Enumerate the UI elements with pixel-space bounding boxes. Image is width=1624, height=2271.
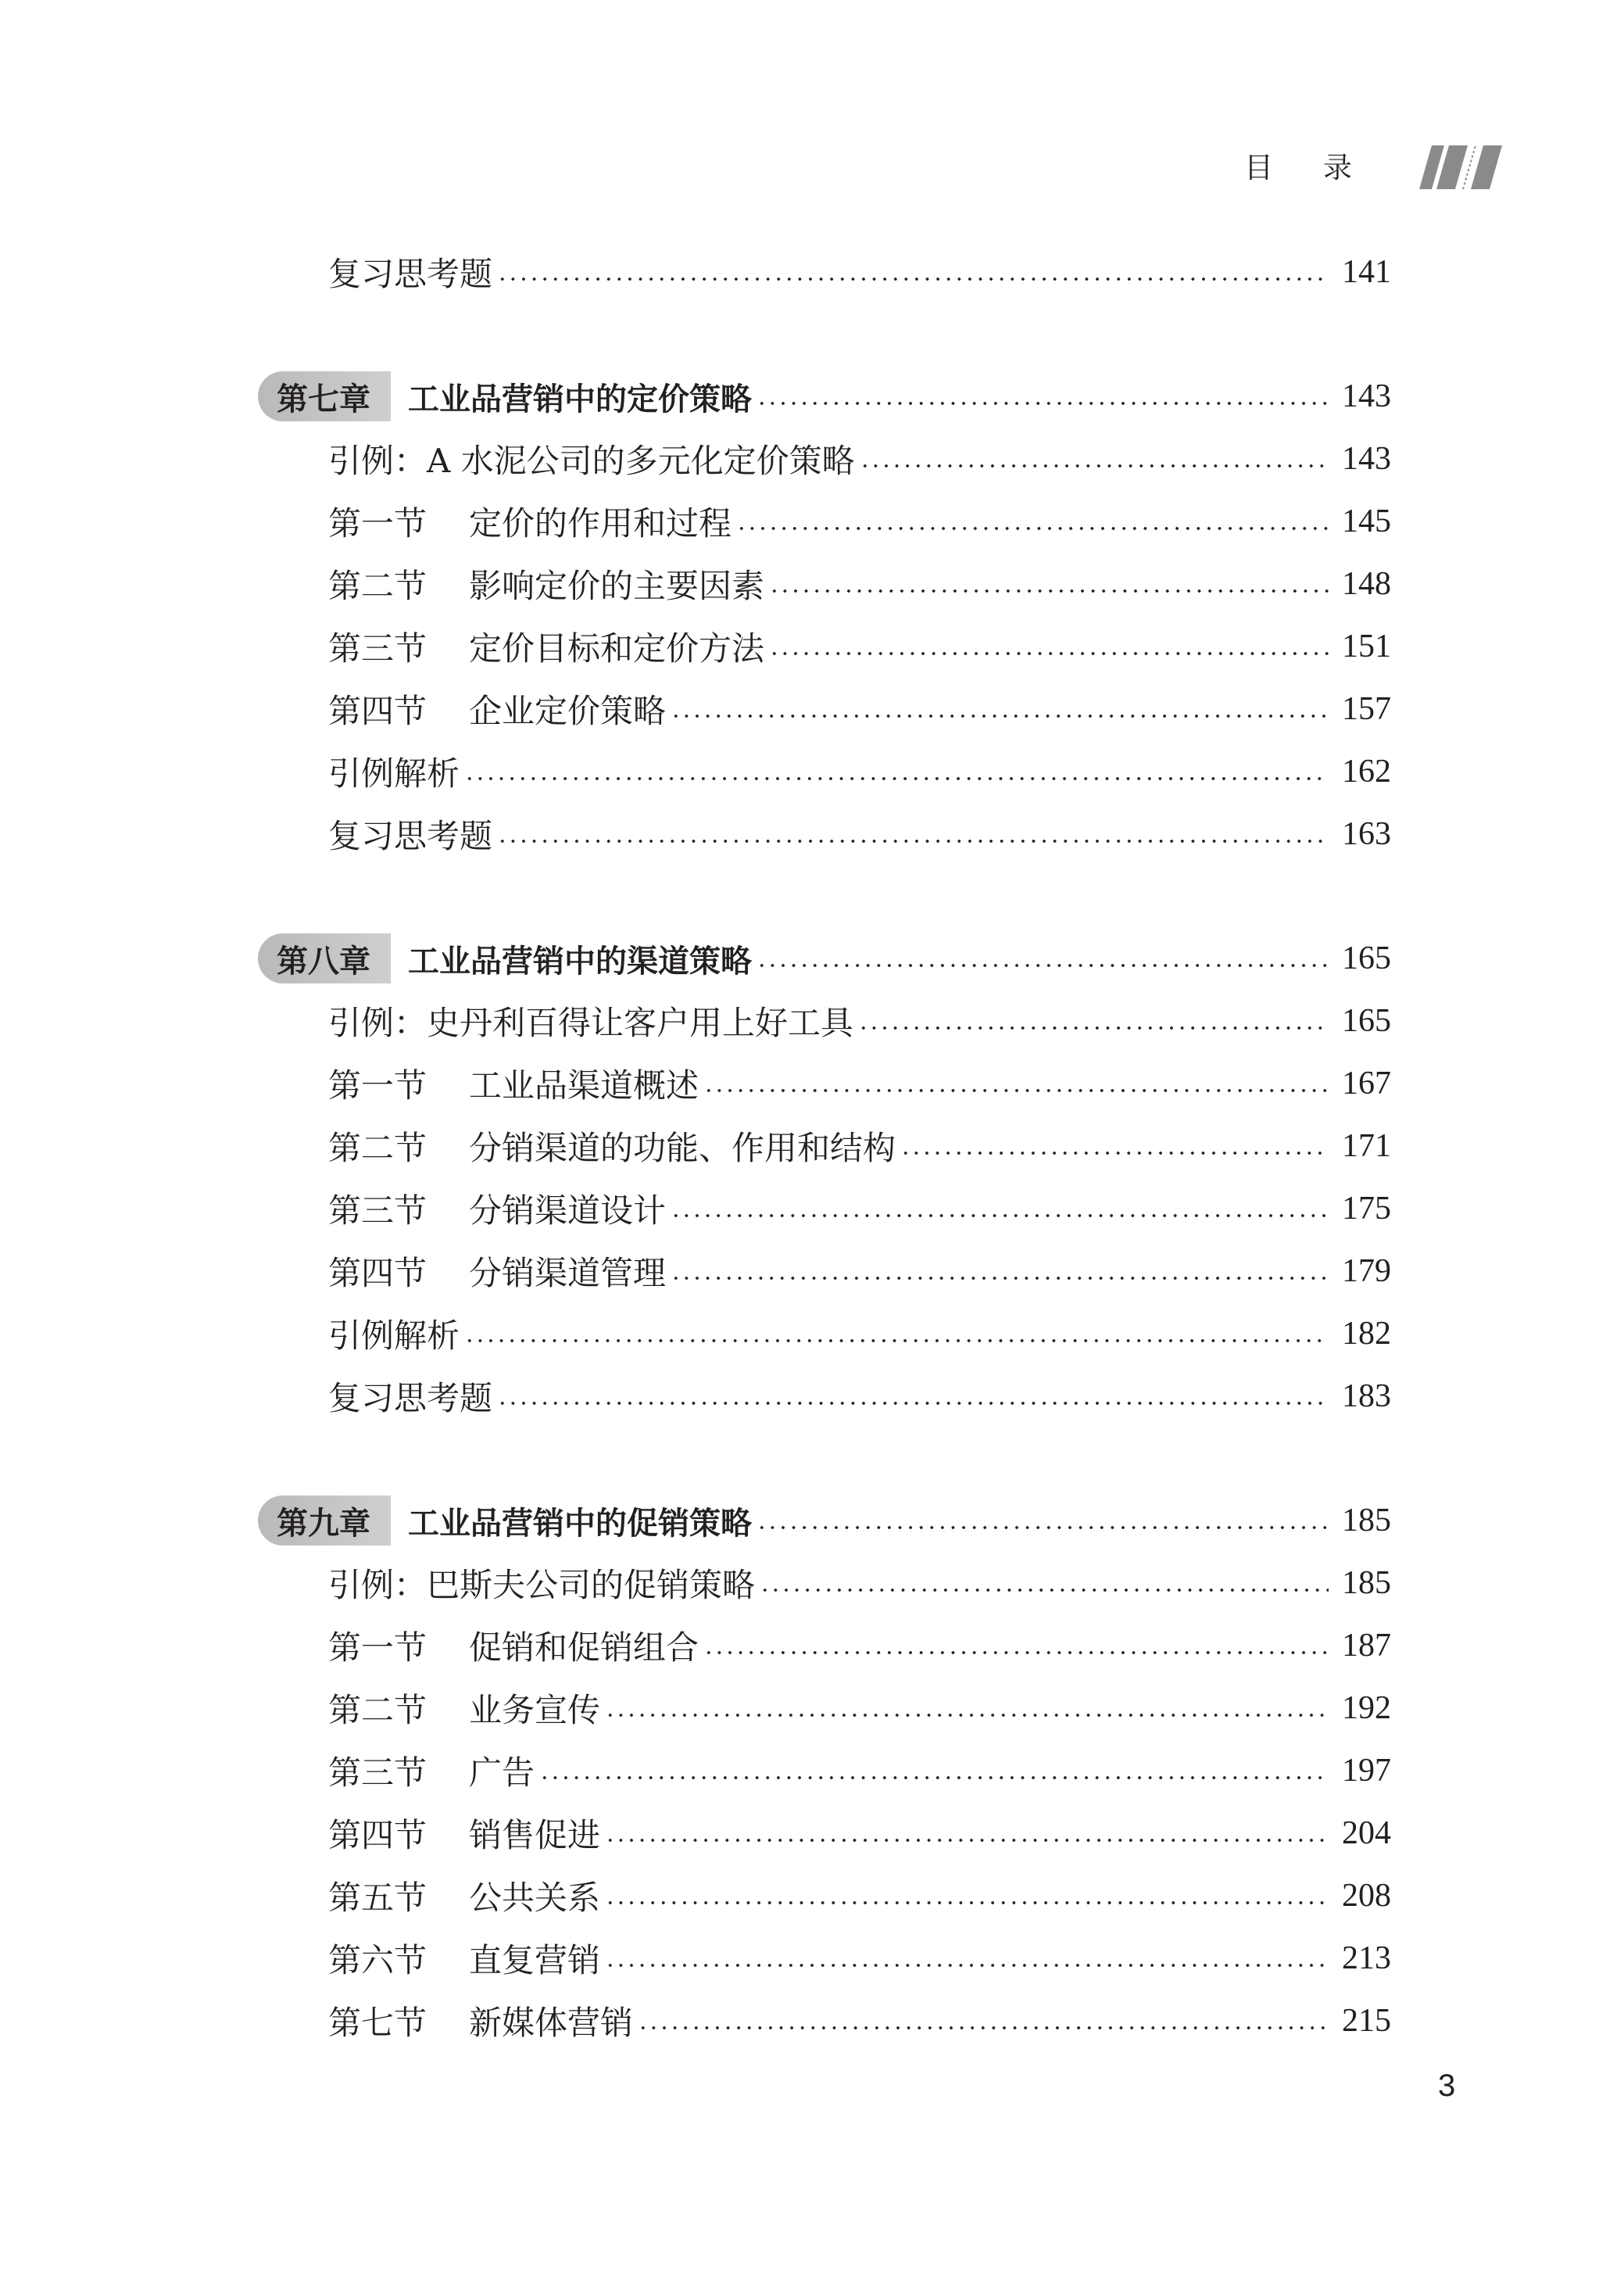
- section-number: 第四节: [328, 1816, 427, 1854]
- chapter-title: 工业品营销中的渠道策略: [408, 943, 752, 980]
- chapter-badge: 第九章: [258, 1495, 391, 1546]
- entry-label: 广告: [469, 1753, 535, 1792]
- entry-label: 引例：A 水泥公司的多元化定价策略: [328, 442, 855, 480]
- entry-label: 企业定价策略: [469, 692, 667, 730]
- toc-entry: [328, 1997, 1391, 2044]
- dot-leader: [605, 1935, 1329, 1982]
- dot-leader: [757, 1497, 1329, 1544]
- toc-entry: [328, 1810, 1391, 1857]
- toc-entry: [328, 623, 1391, 670]
- section-number: 第三节: [328, 1753, 427, 1792]
- toc-chapter-entry: [258, 935, 1391, 982]
- toc-entry: [328, 1123, 1391, 1170]
- entry-label: 引例解析: [328, 754, 460, 793]
- entry-page-number: 165: [1342, 940, 1391, 976]
- entry-page-number: 145: [1342, 503, 1391, 539]
- dot-leader: [769, 561, 1329, 607]
- dot-leader: [497, 811, 1329, 858]
- entry-page-number: 143: [1342, 441, 1391, 477]
- toc-entry: [328, 1622, 1391, 1669]
- entry-page-number: 175: [1342, 1191, 1391, 1227]
- entry-page-number: 197: [1342, 1753, 1391, 1789]
- chapter-title: 工业品营销中的定价策略: [408, 381, 752, 417]
- section-number: 第四节: [328, 1254, 427, 1292]
- entry-label: 直复营销: [469, 1941, 601, 1979]
- dot-leader: [769, 623, 1329, 670]
- dot-leader: [757, 935, 1329, 982]
- entry-label: 定价目标和定价方法: [469, 629, 765, 668]
- section-number: 第七节: [328, 2004, 427, 2042]
- dot-leader: [671, 686, 1329, 733]
- entry-label: 复习思考题: [328, 1379, 493, 1417]
- dot-leader: [638, 1997, 1329, 2044]
- dot-leader: [860, 435, 1329, 482]
- entry-page-number: 162: [1342, 754, 1391, 790]
- toc-entry: [328, 1248, 1391, 1295]
- toc-entry: [328, 1310, 1391, 1357]
- dot-leader: [900, 1123, 1329, 1170]
- entry-label: 复习思考题: [328, 255, 493, 293]
- entry-page-number: 148: [1342, 566, 1391, 602]
- running-header: [1244, 138, 1402, 192]
- entry-page-number: 204: [1342, 1815, 1391, 1851]
- entry-label: 引例解析: [328, 1316, 460, 1355]
- toc-entry: [328, 1185, 1391, 1232]
- chapter-badge: 第八章: [258, 933, 391, 983]
- toc-entry: [328, 1872, 1391, 1919]
- entry-label: 分销渠道管理: [469, 1254, 667, 1292]
- section-number: 第一节: [328, 504, 427, 543]
- section-number: 第五节: [328, 1879, 427, 1917]
- section-number: 第二节: [328, 1129, 427, 1167]
- toc-entry: [328, 1935, 1391, 1982]
- entry-label: 影响定价的主要因素: [469, 567, 765, 605]
- entry-page-number: 165: [1342, 1003, 1391, 1039]
- entry-label: 分销渠道设计: [469, 1191, 667, 1230]
- section-number: 第二节: [328, 567, 427, 605]
- dot-leader: [757, 373, 1329, 420]
- toc-entry: [328, 811, 1391, 858]
- dot-leader: [760, 1560, 1329, 1607]
- entry-label: 引例：史丹利百得让客户用上好工具: [328, 1004, 854, 1042]
- dot-leader: [736, 498, 1329, 545]
- section-number: 第二节: [328, 1691, 427, 1729]
- entry-page-number: 185: [1342, 1503, 1391, 1538]
- entry-label: 定价的作用和过程: [469, 504, 732, 543]
- dot-leader: [605, 1872, 1329, 1919]
- entry-label: 促销和促销组合: [469, 1628, 699, 1667]
- toc-entry: [328, 1685, 1391, 1732]
- header-title: 目录: [1244, 151, 1402, 184]
- toc-entry: [328, 1747, 1391, 1794]
- entry-page-number: 192: [1342, 1690, 1391, 1726]
- dot-leader: [464, 1310, 1329, 1357]
- section-number: 第四节: [328, 692, 427, 730]
- entry-page-number: 157: [1342, 691, 1391, 727]
- entry-label: 引例：巴斯夫公司的促销策略: [328, 1566, 756, 1604]
- dot-leader: [605, 1685, 1329, 1732]
- toc-chapter-entry: [258, 1497, 1391, 1544]
- entry-page-number: 215: [1342, 2003, 1391, 2039]
- toc-entry: [328, 435, 1391, 482]
- toc-entry: [328, 748, 1391, 795]
- dot-leader: [497, 1373, 1329, 1420]
- dot-leader: [703, 1622, 1329, 1669]
- entry-label: 工业品渠道概述: [469, 1066, 699, 1105]
- entry-label: 新媒体营销: [469, 2004, 634, 2042]
- entry-page-number: 179: [1342, 1253, 1391, 1289]
- dot-leader: [539, 1747, 1329, 1794]
- entry-page-number: 141: [1342, 254, 1391, 290]
- section-number: 第三节: [328, 1191, 427, 1230]
- entry-page-number: 163: [1342, 816, 1391, 852]
- dot-leader: [703, 1060, 1329, 1107]
- chapter-badge: 第七章: [258, 371, 391, 421]
- entry-page-number: 167: [1342, 1066, 1391, 1101]
- entry-page-number: 182: [1342, 1316, 1391, 1352]
- entry-label: 公共关系: [469, 1879, 601, 1917]
- entry-page-number: 171: [1342, 1128, 1391, 1164]
- section-number: 第一节: [328, 1066, 427, 1105]
- toc-entry: [328, 1373, 1391, 1420]
- entry-page-number: 187: [1342, 1628, 1391, 1664]
- toc-entry: [328, 1060, 1391, 1107]
- toc-chapter-entry: [258, 373, 1391, 420]
- chapter-title: 工业品营销中的促销策略: [408, 1505, 752, 1542]
- entry-label: 销售促进: [469, 1816, 601, 1854]
- dot-leader: [497, 249, 1329, 296]
- dot-leader: [671, 1185, 1329, 1232]
- toc-entry: [328, 249, 1391, 296]
- dot-leader: [464, 748, 1329, 795]
- entry-page-number: 208: [1342, 1878, 1391, 1914]
- section-number: 第一节: [328, 1628, 427, 1667]
- dot-leader: [858, 998, 1329, 1044]
- dot-leader: [605, 1810, 1329, 1857]
- section-number: 第六节: [328, 1941, 427, 1979]
- entry-page-number: 183: [1342, 1378, 1391, 1414]
- entry-page-number: 213: [1342, 1940, 1391, 1976]
- page-number: 3: [1438, 2069, 1456, 2103]
- toc-entry: [328, 686, 1391, 733]
- slanted-stripes-icon: [1408, 144, 1502, 191]
- toc-entry: [328, 498, 1391, 545]
- entry-page-number: 143: [1342, 378, 1391, 414]
- entry-page-number: 151: [1342, 629, 1391, 664]
- toc-entry: [328, 1560, 1391, 1607]
- section-number: 第三节: [328, 629, 427, 668]
- entry-label: 复习思考题: [328, 817, 493, 855]
- entry-page-number: 185: [1342, 1565, 1391, 1601]
- dot-leader: [671, 1248, 1329, 1295]
- entry-label: 分销渠道的功能、作用和结构: [469, 1129, 896, 1167]
- toc-entry: [328, 561, 1391, 607]
- entry-label: 业务宣传: [469, 1691, 601, 1729]
- toc-entry: [328, 998, 1391, 1044]
